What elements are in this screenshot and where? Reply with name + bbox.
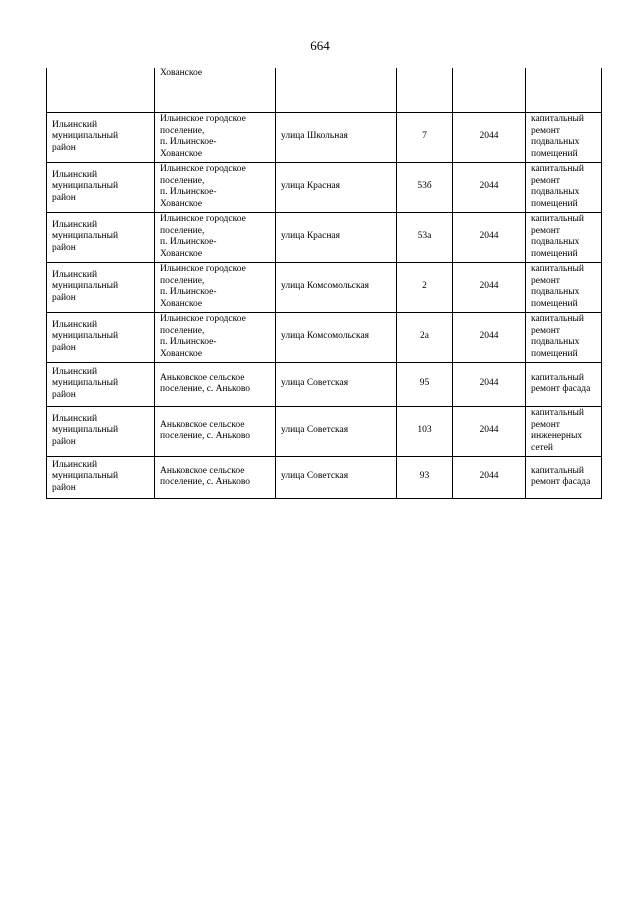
cell-district: Ильинский муниципальный район bbox=[47, 362, 155, 406]
cell-street bbox=[276, 68, 397, 112]
cell-house: 2а bbox=[397, 312, 453, 362]
table-row bbox=[47, 362, 602, 406]
cell-year: 2044 bbox=[453, 262, 526, 312]
cell-house: 53а bbox=[397, 212, 453, 262]
cell-district: Ильинский муниципальный район bbox=[47, 406, 155, 456]
cell-district: Ильинский муниципальный район bbox=[47, 456, 155, 498]
cell-work: капитальный ремонт инженерных сетей bbox=[526, 406, 602, 456]
cell-work: капитальный ремонт фасада bbox=[526, 362, 602, 406]
table-row bbox=[47, 112, 602, 162]
cell-year bbox=[453, 68, 526, 112]
cell-settlement: Аньковское сельское поселение, с. Аньково bbox=[155, 362, 276, 406]
cell-settlement: Хованское bbox=[155, 68, 276, 112]
cell-district: Ильинский муниципальный район bbox=[47, 112, 155, 162]
cell-house bbox=[397, 68, 453, 112]
cell-work: капитальный ремонт подвальных помещений bbox=[526, 112, 602, 162]
cell-house: 95 bbox=[397, 362, 453, 406]
cell-year: 2044 bbox=[453, 362, 526, 406]
cell-street: улица Комсомольская bbox=[276, 262, 397, 312]
cell-district: Ильинский муниципальный район bbox=[47, 262, 155, 312]
cell-year: 2044 bbox=[453, 162, 526, 212]
cell-house: 93 bbox=[397, 456, 453, 498]
cell-house: 53б bbox=[397, 162, 453, 212]
table-row bbox=[47, 162, 602, 212]
cell-settlement: Ильинское городское поселение, п. Ильинское- Хованское bbox=[155, 312, 276, 362]
cell-year: 2044 bbox=[453, 112, 526, 162]
cell-street: улица Советская bbox=[276, 362, 397, 406]
cell-settlement: Аньковское сельское поселение, с. Аньково bbox=[155, 406, 276, 456]
cell-house: 2 bbox=[397, 262, 453, 312]
cell-settlement: Ильинское городское поселение, п. Ильинское- Хованское bbox=[155, 162, 276, 212]
cell-street: улица Красная bbox=[276, 162, 397, 212]
cell-district: Ильинский муниципальный район bbox=[47, 212, 155, 262]
cell-year: 2044 bbox=[453, 456, 526, 498]
table-row bbox=[47, 406, 602, 456]
table-row bbox=[47, 262, 602, 312]
cell-house: 103 bbox=[397, 406, 453, 456]
cell-work: капитальный ремонт подвальных помещений bbox=[526, 262, 602, 312]
cell-street: улица Красная bbox=[276, 212, 397, 262]
table-row bbox=[47, 456, 602, 498]
table-row bbox=[47, 212, 602, 262]
cell-street: улица Советская bbox=[276, 456, 397, 498]
cell-year: 2044 bbox=[453, 406, 526, 456]
cell-work bbox=[526, 68, 602, 112]
cell-street: улица Советская bbox=[276, 406, 397, 456]
cell-work: капитальный ремонт подвальных помещений bbox=[526, 212, 602, 262]
cell-district: Ильинский муниципальный район bbox=[47, 162, 155, 212]
table-row bbox=[47, 312, 602, 362]
table-row-continuation bbox=[47, 68, 602, 112]
cell-house: 7 bbox=[397, 112, 453, 162]
cell-year: 2044 bbox=[453, 212, 526, 262]
cell-work: капитальный ремонт подвальных помещений bbox=[526, 162, 602, 212]
cell-settlement: Аньковское сельское поселение, с. Аньково bbox=[155, 456, 276, 498]
cell-settlement: Ильинское городское поселение, п. Ильинское- Хованское bbox=[155, 212, 276, 262]
cell-work: капитальный ремонт фасада bbox=[526, 456, 602, 498]
cell-settlement: Ильинское городское поселение, п. Ильинское- Хованское bbox=[155, 112, 276, 162]
cell-year: 2044 bbox=[453, 312, 526, 362]
cell-work: капитальный ремонт подвальных помещений bbox=[526, 312, 602, 362]
cell-district: Ильинский муниципальный район bbox=[47, 312, 155, 362]
cell-street: улица Комсомольская bbox=[276, 312, 397, 362]
repair-schedule-table bbox=[46, 68, 602, 499]
cell-street: улица Школьная bbox=[276, 112, 397, 162]
cell-district bbox=[47, 68, 155, 112]
page-number: 664 bbox=[310, 38, 330, 53]
cell-settlement: Ильинское городское поселение, п. Ильинское- Хованское bbox=[155, 262, 276, 312]
